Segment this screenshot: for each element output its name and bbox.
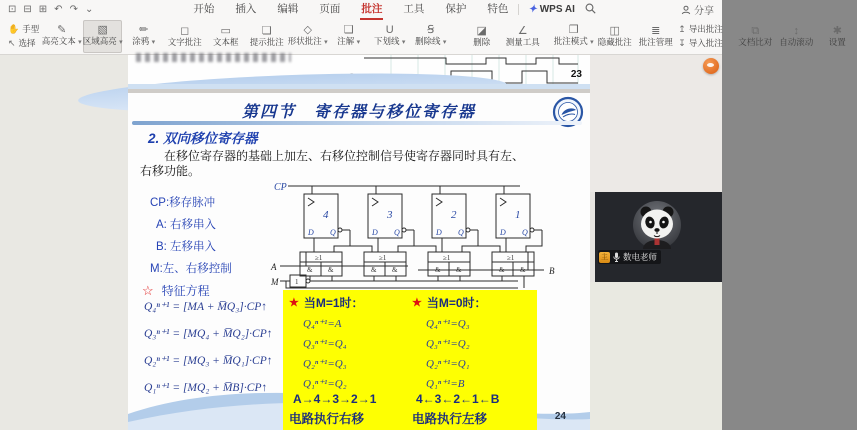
- tool-stack: [678, 21, 723, 52]
- chevron-down-icon: ▾: [151, 39, 156, 46]
- circuit-cp-label: CP: [274, 182, 287, 193]
- tab-insert[interactable]: 插入: [235, 2, 257, 15]
- ff4-label: 4: [323, 209, 329, 221]
- quick-access-toolbar: [8, 4, 100, 15]
- shape-comment-button[interactable]: [288, 20, 327, 53]
- export-comment-icon: ↥: [678, 24, 686, 34]
- tool-label: 提示批注: [249, 37, 284, 47]
- ribbon: [0, 0, 846, 55]
- circuit-b-label: B: [549, 266, 555, 276]
- svg-text:≥1: ≥1: [379, 254, 387, 262]
- doc-compare-icon: ⧉: [751, 25, 760, 37]
- or-gate-label: ≥1: [315, 254, 323, 262]
- floating-assistant-button[interactable]: [703, 58, 719, 74]
- tool-label: 批注模式 ▾: [553, 36, 594, 46]
- ff-d-label: D: [308, 228, 314, 237]
- tool-label: 测量工具: [505, 37, 540, 47]
- canvas-left-margin: [0, 55, 128, 430]
- tool-label: 文档比对: [738, 37, 773, 47]
- measure-button[interactable]: [503, 20, 542, 53]
- tool-label: 批注管理: [638, 37, 673, 47]
- tool-label: 区域高亮 ▾: [82, 36, 123, 46]
- canvas-right-margin-bottom: [590, 282, 722, 430]
- settings-button[interactable]: [818, 20, 857, 53]
- wps-ai-label: WPS AI: [539, 4, 575, 15]
- note-comment-button[interactable]: [247, 20, 286, 53]
- search-icon[interactable]: [585, 3, 596, 17]
- measure-icon: ∠: [517, 25, 528, 37]
- tab-comment[interactable]: 批注: [360, 0, 383, 20]
- circuit-m-label: M: [271, 277, 279, 287]
- comment-manage-icon: ≣: [651, 25, 661, 37]
- wps-ai-button[interactable]: [528, 4, 575, 15]
- svg-text:&: &: [328, 266, 334, 274]
- hide-comment-icon: ◫: [609, 25, 620, 37]
- ff3-label: 3: [387, 209, 393, 221]
- comment-manage-button[interactable]: [636, 20, 675, 53]
- chevron-down-icon: ▾: [401, 39, 406, 46]
- text-comment-button[interactable]: [165, 20, 204, 53]
- m1-case-title: 当M=1时：: [303, 296, 364, 310]
- strikethrough-icon: Ꞩ: [427, 24, 435, 36]
- title-rule: [132, 121, 582, 125]
- share-person-icon: [681, 5, 691, 15]
- tab-special[interactable]: 特色: [487, 2, 509, 15]
- characteristic-equations: [144, 299, 273, 394]
- avatar: [633, 201, 681, 249]
- svg-text:&: &: [499, 266, 505, 274]
- doc-compare-button[interactable]: [736, 20, 775, 53]
- shift-register-circuit-diagram: [268, 180, 560, 292]
- chevron-down-icon: ▾: [78, 39, 82, 46]
- tool-label: 文字批注: [167, 37, 202, 47]
- tool-label: 高亮文本 ▾: [41, 36, 82, 46]
- underline-icon: U: [385, 24, 394, 36]
- tool-label: 选择: [18, 38, 36, 48]
- auto-scroll-button[interactable]: [777, 20, 816, 53]
- svg-text:≥1: ≥1: [507, 254, 515, 262]
- microphone-icon: [613, 252, 620, 262]
- export-comment-button[interactable]: [678, 23, 723, 35]
- svg-text:D: D: [500, 228, 506, 237]
- participant-name-bar: [598, 250, 661, 264]
- hand-icon: ✋: [8, 24, 20, 34]
- tool-label: 删除: [473, 37, 491, 47]
- tool-label: 手型: [22, 24, 40, 34]
- case-equation: Q₂ⁿ⁺¹=Q₃: [303, 358, 347, 370]
- canvas-right-margin-top: [590, 55, 722, 192]
- svg-text:Q: Q: [458, 228, 464, 237]
- tab-protect[interactable]: 保护: [445, 2, 467, 15]
- select-cursor-icon: ↖: [8, 38, 16, 48]
- tool-label: 导出批注: [688, 24, 723, 34]
- tool-label: 隐藏批注: [597, 37, 632, 47]
- tool-label: 导入批注: [688, 38, 723, 48]
- case-equation: Q₂ⁿ⁺¹=Q₁: [426, 358, 470, 370]
- comment-mode-button[interactable]: [554, 20, 593, 53]
- tool-label: 下划线 ▾: [374, 36, 406, 46]
- characteristic-equation-label: 特征方程: [161, 284, 210, 298]
- tool-label: 删除线 ▾: [415, 36, 447, 46]
- settings-icon: ✱: [832, 25, 842, 37]
- m1-shift-flow: A→4→3→2→1: [293, 392, 377, 406]
- star-icon: ☆: [142, 282, 154, 298]
- tool-label: 注解 ▾: [337, 36, 361, 46]
- current-slide[interactable]: [128, 93, 590, 430]
- and-gate-label: &: [307, 266, 313, 274]
- underline-button[interactable]: [370, 20, 409, 53]
- ribbon-top-row: [0, 0, 722, 19]
- characteristic-equation: Q₂ⁿ⁺¹ = [MQ₃ + M̅Q₁]·CP↑: [144, 355, 273, 367]
- svg-text:&: &: [435, 266, 441, 274]
- case-equation: Q₁ⁿ⁺¹=B: [426, 378, 465, 390]
- svg-text:Q: Q: [394, 228, 400, 237]
- section-heading: 2. 双向移位寄存器: [148, 131, 258, 146]
- highlight-summary-box: [283, 290, 537, 430]
- wps-ai-icon: ✦: [528, 4, 537, 15]
- annotation-button[interactable]: [329, 20, 368, 53]
- eraser-icon: ◪: [476, 25, 487, 37]
- star-icon: ★: [289, 297, 299, 309]
- body-text-line1: 在移位寄存器的基础上加左、右移位控制信号使寄存器同时具有左、: [164, 149, 525, 163]
- svg-text:D: D: [436, 228, 442, 237]
- signal-definitions: [150, 196, 232, 276]
- slide-title: 第四节 寄存器与移位寄存器: [241, 104, 476, 121]
- select-cursor-button[interactable]: [8, 37, 39, 49]
- file-icon[interactable]: ⊡: [8, 4, 17, 15]
- participant-name: 数电老师: [623, 252, 658, 262]
- inverter-label: 1: [295, 278, 299, 286]
- share-button[interactable]: [681, 2, 714, 17]
- divider: [518, 4, 519, 15]
- characteristic-equation: Q₁ⁿ⁺¹ = [MQ₂ + M̅B]·CP↑: [144, 382, 268, 394]
- hide-comment-button[interactable]: [595, 20, 634, 53]
- cutoff-text-smudge: [136, 53, 291, 62]
- case-equation: Q₄ⁿ⁺¹=Q₃: [426, 318, 470, 330]
- characteristic-equation: Q₃ⁿ⁺¹ = [MQ₄ + M̅Q₂]·CP↑: [144, 328, 273, 340]
- circuit-a-label: A: [271, 262, 277, 272]
- area-highlight-button[interactable]: [83, 20, 122, 53]
- import-comment-icon: ↧: [678, 38, 686, 48]
- tab-tools[interactable]: 工具: [403, 2, 425, 15]
- ribbon-tools-row: [0, 19, 846, 53]
- svg-text:≥1: ≥1: [443, 254, 451, 262]
- prev-slide-page-number: 23: [570, 69, 582, 80]
- m0-case-title: 当M=0时：: [426, 296, 487, 310]
- signal-label: M:左、右移控制: [150, 263, 232, 275]
- m0-result: 电路执行左移: [412, 412, 488, 426]
- tool-label: 涂鸦 ▾: [132, 36, 156, 46]
- chevron-down-icon: ▾: [324, 39, 328, 46]
- tool-label: 自动滚动: [779, 37, 814, 47]
- signal-label: A: 右移串入: [156, 219, 217, 231]
- svg-text:D: D: [372, 228, 378, 237]
- characteristic-equation-header: [142, 282, 210, 299]
- slide-page-number: 24: [554, 411, 566, 422]
- case-equation: Q₁ⁿ⁺¹=Q₂: [303, 378, 347, 390]
- chevron-down-icon: ▾: [442, 39, 447, 46]
- text-box-icon: ▭: [220, 25, 231, 37]
- host-badge-icon: 主: [599, 252, 610, 263]
- case-equation: Q₄ⁿ⁺¹=A: [303, 318, 342, 330]
- highlight-text-button[interactable]: [42, 20, 81, 53]
- area-highlight-icon: ▧: [97, 24, 108, 36]
- previous-slide-partial[interactable]: [128, 55, 590, 89]
- hand-button[interactable]: [8, 23, 39, 35]
- import-comment-button[interactable]: [678, 37, 723, 49]
- share-label: 分享: [694, 6, 714, 17]
- m1-case-column: [289, 294, 412, 430]
- highlight-text-icon: ✎: [57, 24, 67, 36]
- m1-result: 电路执行右移: [289, 412, 365, 426]
- tab-page[interactable]: 页面: [319, 2, 341, 15]
- auto-scroll-icon: ↕: [793, 25, 800, 37]
- tab-edit[interactable]: 编辑: [277, 2, 299, 15]
- comment-mode-icon: ❒: [568, 24, 579, 36]
- redo-icon[interactable]: ↷: [69, 4, 78, 15]
- tool-stack: [8, 21, 39, 52]
- more-icon[interactable]: ⌄: [84, 4, 94, 15]
- chevron-down-icon: ▾: [119, 39, 123, 46]
- tool-label: 设置: [828, 37, 846, 47]
- svg-text:&: &: [456, 266, 462, 274]
- print-icon[interactable]: ⊞: [38, 4, 48, 15]
- signal-label: CP:移存脉冲: [150, 197, 216, 209]
- ribbon-tabs: [192, 0, 509, 20]
- case-equation: Q₃ⁿ⁺¹=Q₄: [303, 338, 347, 350]
- svg-text:&: &: [520, 266, 526, 274]
- m0-shift-flow: 4←3←2←1←B: [416, 392, 500, 406]
- body-text-line2: 右移功能。: [140, 164, 201, 178]
- chevron-down-icon: ▾: [356, 39, 361, 46]
- video-participant-tile[interactable]: [595, 192, 722, 282]
- undo-icon[interactable]: ↶: [54, 4, 63, 15]
- note-comment-icon: ❏: [261, 25, 272, 37]
- tab-home[interactable]: 开始: [193, 2, 215, 15]
- m0-case-column: [412, 294, 535, 430]
- star-icon: ★: [412, 297, 422, 309]
- svg-text:&: &: [371, 266, 377, 274]
- svg-text:&: &: [392, 266, 398, 274]
- text-box-button[interactable]: [206, 20, 245, 53]
- doodle-icon: ✏: [139, 24, 149, 36]
- chevron-down-icon: ▾: [590, 39, 594, 46]
- save-icon[interactable]: ⊟: [23, 4, 32, 15]
- ff1-label: 1: [515, 209, 521, 221]
- signal-label: B: 左移串入: [156, 241, 217, 253]
- m0-case-equations: [426, 317, 535, 390]
- ff2-label: 2: [451, 209, 457, 221]
- ff-q-label: Q: [330, 228, 336, 237]
- doodle-button[interactable]: [124, 20, 163, 53]
- characteristic-equation: Q₄ⁿ⁺¹ = [MA + M̅Q₃]·CP↑: [144, 301, 268, 313]
- tool-label: 形状批注 ▾: [287, 36, 328, 46]
- m1-case-equations: [303, 317, 412, 390]
- strikethrough-button[interactable]: [411, 20, 450, 53]
- text-comment-icon: ◻: [180, 25, 190, 37]
- annotation-icon: ❑: [343, 24, 354, 36]
- svg-text:Q: Q: [522, 228, 528, 237]
- eraser-button[interactable]: [462, 20, 501, 53]
- tool-label: 文本框: [212, 37, 239, 47]
- shape-comment-icon: ◇: [303, 24, 312, 36]
- panda-avatar-image: [633, 201, 681, 249]
- case-equation: Q₃ⁿ⁺¹=Q₂: [426, 338, 470, 350]
